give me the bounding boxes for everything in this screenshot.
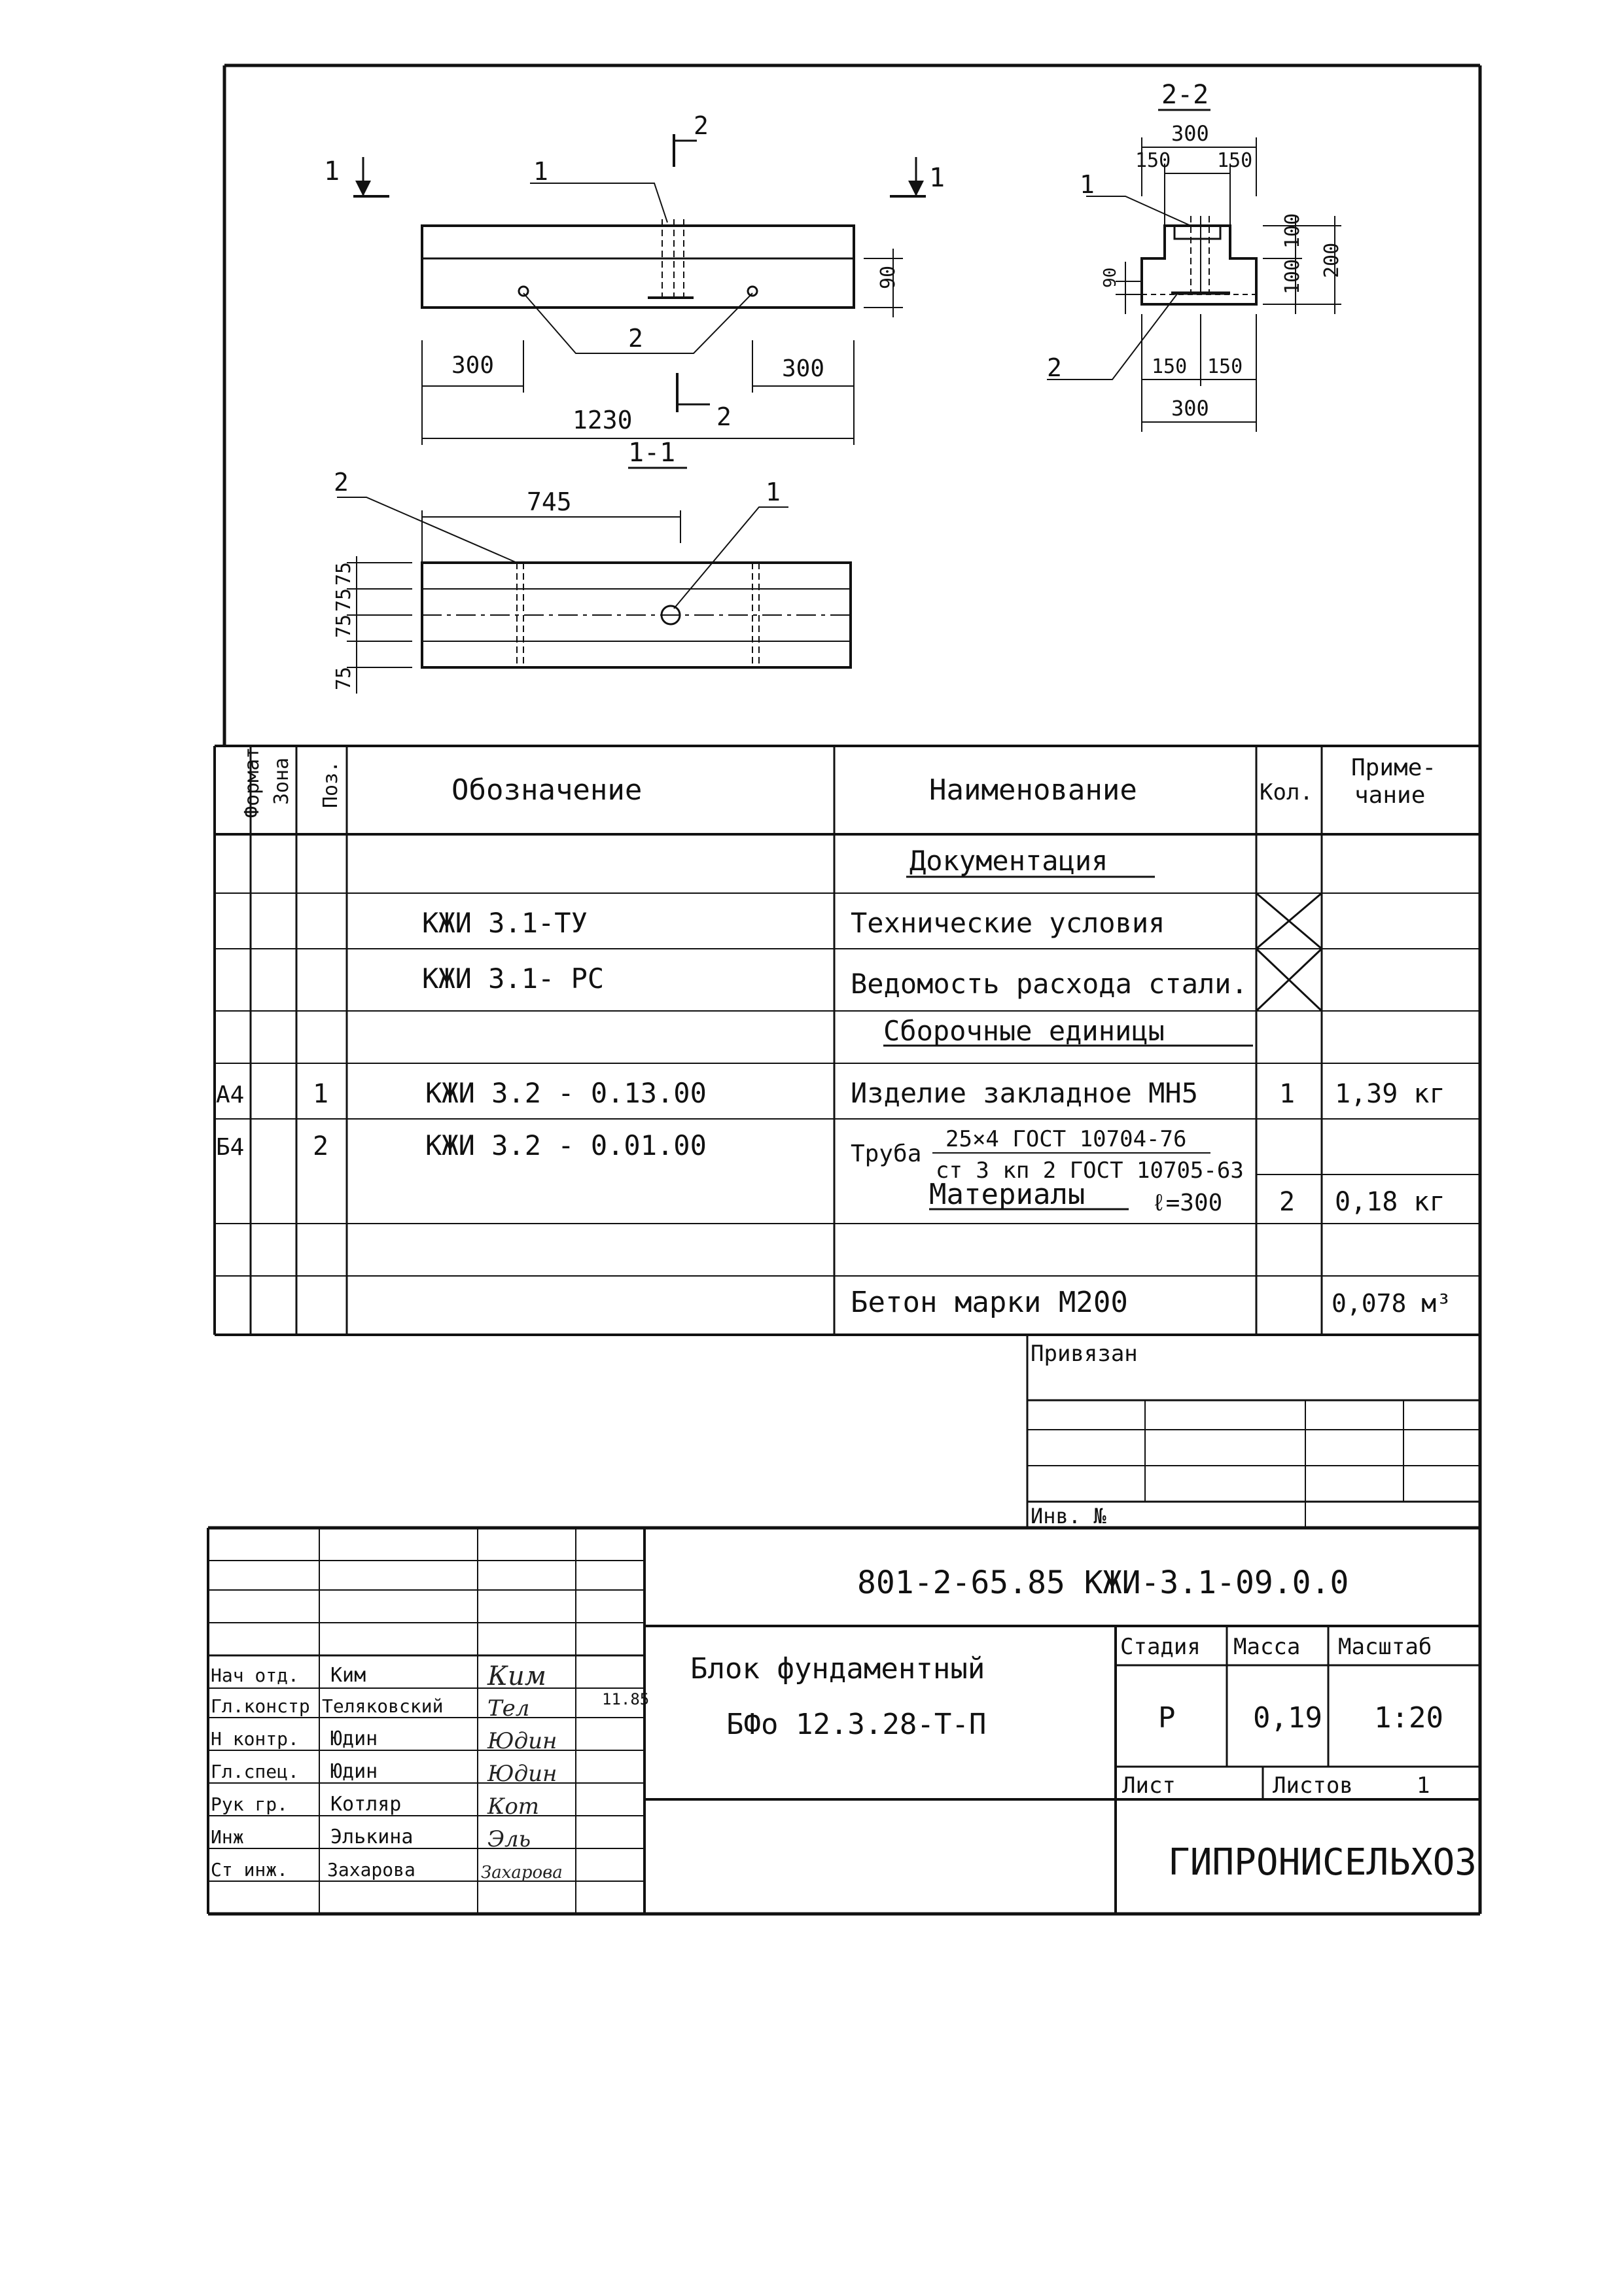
staff-signature-4: Юдин [487,1761,557,1787]
staff-name-4: Юдин [330,1760,378,1783]
signature-date: 11.85 [602,1690,650,1708]
section-cut-left-label: 1 [324,156,340,186]
staff-signature-6: Эль [487,1826,531,1852]
section-1-1-dim-row-2: 75 [332,588,355,612]
drawing-title-line2: БФо 12.3.28-Т-П [726,1708,987,1741]
section-2-2-dim-150-bl: 150 [1152,355,1188,378]
header-note-line1: Приме- [1351,754,1437,781]
row-qty-mn5: 1 [1279,1079,1296,1109]
row-name-concrete: Бетон марки М200 [851,1286,1128,1319]
row-note-mn5: 1,39 кг [1335,1079,1445,1109]
dim-right-300: 300 [782,355,825,382]
main-view [353,134,926,445]
sheets-label: Листов [1273,1773,1353,1799]
section-2-2-dim-150-br: 150 [1207,355,1243,378]
staff-role-2: Гл.констр [211,1695,310,1717]
stage-label: Стадия [1120,1634,1201,1660]
staff-name-5: Котляр [330,1793,402,1816]
section-1-1-leader-1: 1 [766,478,781,506]
row-name-rs: Ведомость расхода стали. [851,968,1248,1000]
spec-table-header [241,747,1451,818]
row-designation-rs: КЖИ 3.1- РС [422,963,605,995]
header-format: Формат [241,747,264,818]
section-2-2-labels [1047,80,1343,421]
staff-name-3: Юдин [330,1727,378,1750]
section-2-2-title: 2-2 [1161,80,1209,110]
staff-role-6: Инж [211,1826,244,1848]
section-cut-right-label: 1 [929,163,945,193]
document-code: 801-2-65.85 КЖИ-3.1-09.0.0 [857,1564,1349,1601]
section-1-1-dim-row-3: 75 [332,614,355,638]
header-zone: Зона [270,757,293,805]
dim-left-300: 300 [451,352,495,379]
leader-pos1-label: 1 [533,157,548,186]
stage-value: Р [1158,1701,1176,1735]
row-name-pipe-frac-top: 25×4 ГОСТ 10704-76 [945,1126,1187,1152]
row-designation-tu: КЖИ 3.1-ТУ [422,907,588,939]
row-note-pipe: 0,18 кг [1335,1187,1445,1217]
row-qty-pipe: 2 [1279,1187,1296,1217]
dim-total-1230: 1230 [573,406,633,434]
inv-number-label: Инв. № [1031,1504,1106,1528]
header-designation: Обозначение [451,773,643,807]
section-1-1-dim-745: 745 [527,487,572,516]
row-pos-1: 1 [313,1079,329,1109]
staff-role-7: Ст инж. [211,1859,289,1881]
staff-name-1: Ким [330,1664,366,1687]
section-2-2-leader-2: 2 [1047,353,1062,382]
section-2-2-dim-100-b: 100 [1281,258,1304,294]
staff-signature-2: Тел [487,1695,530,1722]
drawing-title-line1: Блок фундаментный [690,1652,985,1686]
header-note [1351,754,1451,809]
section-2-2-dim-300-bottom: 300 [1171,396,1209,421]
scale-label: Масштаб [1338,1634,1432,1660]
leader-pos2-label: 2 [628,324,643,353]
mass-value: 0,19 [1253,1701,1322,1735]
row-name-mn5: Изделие закладное МН5 [851,1077,1199,1109]
staff-role-3: Н контр. [211,1728,299,1750]
sheet-label: Лист [1122,1773,1176,1799]
mass-label: Масса [1233,1634,1301,1660]
section-1-1-dim-row-1: 75 [332,561,355,586]
section-mark-bottom-label: 2 [716,402,732,431]
header-name: Наименование [929,773,1137,807]
section-2-2-dim-90: 90 [1101,267,1120,288]
header-qty: Кол. [1260,779,1313,805]
staff-role-1: Нач отд. [211,1665,299,1686]
sheets-value: 1 [1417,1773,1430,1799]
row-name-pipe-frac-bottom: ст 3 кп 2 ГОСТ 10705-63 [936,1157,1244,1184]
staff-name-7: Захарова [327,1859,415,1881]
dim-height-90: 90 [877,265,900,289]
row-designation-pipe: КЖИ 3.2 - 0.01.00 [425,1129,707,1161]
row-name-pipe: Труба [851,1140,922,1167]
row-name-pipe-length: ℓ=300 [1152,1190,1223,1216]
title-block-text [690,1564,1477,1884]
section-2-2-dim-150-right: 150 [1217,149,1253,172]
section-assembly: Сборочные единицы [883,1015,1165,1047]
staff-role-4: Гл.спец. [211,1761,299,1782]
row-pos-2: 2 [313,1131,329,1161]
staff-signature-5: Кот [487,1793,540,1820]
section-2-2-dim-200: 200 [1320,242,1343,278]
section-mark-top-label: 2 [694,111,709,140]
spec-table-grid [215,746,1480,1335]
row-name-tu: Технические условия [851,907,1165,939]
row-note-concrete: 0,078 м³ [1332,1289,1452,1318]
staff-signature-7: Захарова [481,1863,563,1882]
row-designation-mn5: КЖИ 3.2 - 0.13.00 [425,1077,707,1109]
row-format-a4: А4 [216,1082,245,1108]
header-pos: Поз. [319,760,342,808]
organization-name: ГИПРОНИСЕЛЬХОЗ [1168,1841,1477,1884]
section-documentation: Документация [909,845,1108,877]
binding-label: Привязан [1031,1341,1138,1367]
staff-name-2: Теляковский [322,1695,444,1717]
section-2-2-dim-150-left: 150 [1135,149,1171,172]
section-2-2-leader-1: 1 [1080,170,1095,199]
row-format-b4: Б4 [216,1134,245,1161]
section-1-1-dim-row-4: 75 [332,666,355,690]
section-1-1-title: 1-1 [628,438,676,468]
staff-name-6: Элькина [330,1826,414,1848]
section-2-2-dim-300-top: 300 [1171,121,1209,146]
section-materials: Материалы [929,1178,1086,1211]
section-2-2-dim-100: 100 [1281,213,1304,249]
header-note-line2: чание [1354,782,1426,809]
section-1-1-leader-2: 2 [334,468,349,497]
staff-role-5: Рук гр. [211,1793,289,1815]
scale-value: 1:20 [1374,1701,1443,1735]
staff-signature-1: Ким [487,1661,546,1691]
staff-list [211,1661,649,1882]
staff-signature-3: Юдин [487,1728,557,1754]
